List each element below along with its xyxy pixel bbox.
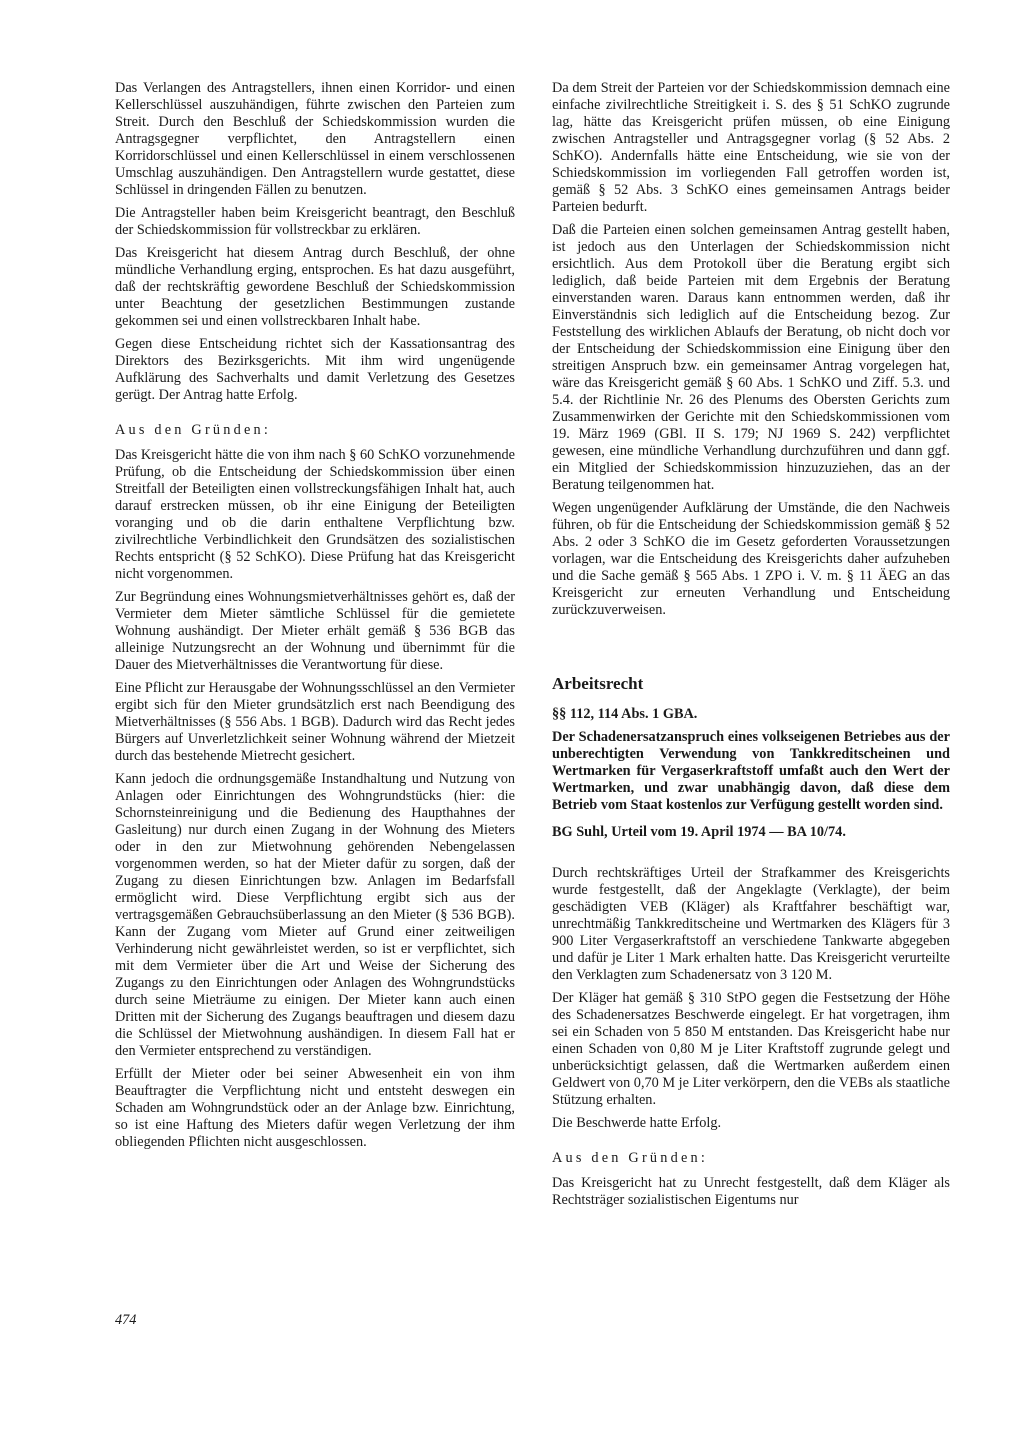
reasons-heading: Aus den Gründen: (552, 1150, 709, 1166)
paragraph: Zur Begründung eines Wohnungsmietverhältnisses gehört es, daß der Vermieter dem Mieter sämtliche Schlüssel für die gemietete Wohnung aushändigt. Der Mieter erhält gemäß § 536 BGB das alleinige Nutzungsrecht an der Wohnung und übernimmt für die Dauer des Mietverhältnisses die Verantwortung für diese. (115, 589, 515, 673)
paragraph: Durch rechtskräftiges Urteil der Strafkammer des Kreisgerichts wurde festgestellt, daß der Angeklagte (Verklagte), der beim geschädigten VEB (Kläger) als Kraftfahrer beschäftigt war, unrechtmäßig Tankkreditscheine und Wertmarken des Klägers für 3 900 Liter Vergaserkraftstoff an verschiedene Tankwarte abgegeben und dafür je Liter 1 Mark erhalten hatte. Das Kreisgericht verurteilte den Verklagten zum Schadenersatz von 3 120 M. (552, 865, 950, 983)
paragraph: Das Kreisgericht hat diesem Antrag durch Beschluß, der ohne mündliche Verhandlung erging, entsprochen. Es hat dazu ausgeführt, daß der rechtskräftig gewordene Beschluß der Schiedskommission unter Beachtung der gesetzlichen Bestimmungen zustande gekommen sei und einen vollstreckbaren Inhalt habe. (115, 245, 515, 329)
case-citation: BG Suhl, Urteil vom 19. April 1974 — BA 10/74. (552, 824, 846, 840)
paragraph: Gegen diese Entscheidung richtet sich der Kassationsantrag des Direktors des Bezirksgerichts. Mit ihm wird ungenügende Aufklärung des Sachverhalts und damit Verletzung des Gesetzes gerügt. Der Antrag hatte Erfolg. (115, 336, 515, 403)
paragraph: Kann jedoch die ordnungsgemäße Instandhaltung und Nutzung von Anlagen oder Einrichtungen des Wohngrundstücks (hier: die Schornsteinreinigung und die Bedienung des Haupthahnes der Gasleitung) nur durch einen Zugang in der Wohnung des Mieters oder in den zur Mietwohnung gehörenden Nebengelassen vorgenommen werden, so hat der Mieter dafür zu sorgen, daß der Zugang zu diesen Einrichtungen bzw. Anlagen im Bedarfsfall ermöglicht wird. Diese Verpflichtung ergibt sich aus der vertragsgemäßen Gebrauchsüberlassung an den Mieter (§ 536 BGB). Kann der Zugang vom Mieter auf Grund einer zeitweiligen Verhinderung nicht gewährleistet werden, so ist er verpflichtet, sich mit dem Vermieter über die Art und Weise der Sicherung des Zugangs zu den Einrichtungen oder Anlagen des Wohngrundstücks durch seine Mieträume zu einigen. Der Mieter kann auch einen Dritten mit der Sicherung des Zugangs beauftragen und diesem dazu die Schlüssel der Mietwohnung aushändigen. In diesem Fall hat er den Vermieter entsprechend zu verständigen. (115, 771, 515, 1059)
statute-reference: §§ 112, 114 Abs. 1 GBA. (552, 706, 698, 722)
reasons-heading: Aus den Gründen: (115, 422, 272, 438)
section-title: Arbeitsrecht (552, 674, 644, 693)
paragraph: Da dem Streit der Parteien vor der Schiedskommission demnach eine einfache zivilrechtliche Streitigkeit i. S. des § 51 SchKO zugrunde lag, hätte das Kreisgericht prüfen müssen, ob eine Einigung zwischen Antragsteller und Antragsgegner vorlag (§ 52 Abs. 2 SchKO). Andernfalls hätte eine Entscheidung, wie sie von der Schiedskommission im vorliegenden Fall getroffen worden ist, gemäß § 52 Abs. 3 SchKO eines gemeinsamen Antrags beider Parteien bedurft. (552, 80, 950, 215)
paragraph: Der Kläger hat gemäß § 310 StPO gegen die Festsetzung der Höhe des Schadenersatzes Beschwerde eingelegt. Er hat vorgetragen, ihm sei ein Schaden von 5 850 M entstanden. Das Kreisgericht habe nur einen Schaden von 0,80 M je Liter Kraftstoff zugrunde gelegt und unberücksichtigt gelassen, daß die Wertmarken außerdem einen Geldwert von 0,70 M je Liter verkörpern, den die VEBs als staatliche Stützung erhalten. (552, 990, 950, 1108)
headnote: Der Schadenersatzanspruch eines volkseigenen Betriebes aus der unberechtigten Verwendung von Tankkreditscheinen und Wertmarken für Vergaserkraftstoff umfaßt auch den Wert der Wertmarken, und zwar unabhängig davon, daß diese dem Betrieb vom Staat kostenlos zur Verfügung gestellt worden sind. (552, 729, 950, 813)
left-column (115, 80, 515, 1157)
paragraph: Die Antragsteller haben beim Kreisgericht beantragt, den Beschluß der Schiedskommission für vollstreckbar zu erklären. (115, 205, 515, 238)
paragraph: Eine Pflicht zur Herausgabe der Wohnungsschlüssel an den Vermieter ergibt sich für den Mieter grundsätzlich erst nach Beendigung des Mietverhältnisses (§ 556 Abs. 1 BGB). Dadurch wird das Recht jedes Bürgers auf Unverletzlichkeit seiner Wohnung während der Mietzeit durch das bestehende Mietrecht gesichert. (115, 680, 515, 764)
paragraph: Das Verlangen des Antragstellers, ihnen einen Korridor- und einen Kellerschlüssel auszuhändigen, führte zwischen den Parteien zum Streit. Durch den Beschluß der Schiedskommission wurden die Antragsgegner verpflichtet, den Antragstellern einen Korridorschlüssel und einen Kellerschlüssel in einem verschlossenen Umschlag auszuhändigen. Den Antragstellern wurde gestattet, diese Schlüssel in dringenden Fällen zu benutzen. (115, 80, 515, 198)
paragraph: Erfüllt der Mieter oder bei seiner Abwesenheit ein von ihm Beauftragter die Verpflichtung nicht und entsteht deswegen ein Schaden am Wohngrundstück oder an der Anlage bzw. Einrichtung, so ist eine Haftung des Mieters dafür wegen Verletzung der ihm obliegenden Pflichten nicht ausgeschlossen. (115, 1066, 515, 1150)
paragraph: Das Kreisgericht hat zu Unrecht festgestellt, daß dem Kläger als Rechtsträger sozialistischen Eigentums nur (552, 1175, 950, 1208)
paragraph: Wegen ungenügender Aufklärung der Umstände, die den Nachweis führen, ob für die Entscheidung der Schiedskommission gemäß § 52 Abs. 2 oder 3 SchKO die im Gesetz geforderten Voraussetzungen vorlagen, war die Entscheidung des Kreisgerichts daher aufzuheben und die Sache gemäß § 565 Abs. 1 ZPO i. V. m. § 11 ÄEG an das Kreisgericht zur erneuten Verhandlung und Entscheidung zurückzuverweisen. (552, 500, 950, 618)
paragraph: Die Beschwerde hatte Erfolg. (552, 1115, 722, 1131)
right-column (552, 80, 950, 1215)
paragraph: Daß die Parteien einen solchen gemeinsamen Antrag gestellt haben, ist jedoch aus den Unterlagen der Schiedskommission nicht ersichtlich. Aus dem Protokoll über die Beratung ergibt sich lediglich, daß beide Parteien mit dem Ergebnis der Beratung einverstanden waren. Daraus kann entnommen werden, daß ihr Einverständnis sich lediglich auf die Entscheidung bezog. Zur Feststellung des wirklichen Ablaufs der Beratung, ob nicht doch vor der Entscheidung der Schiedskommission eine Einigung über den streitigen Anspruch bzw. ein gemeinsamer Antrag vorgelegen hat, wäre das Kreisgericht gemäß § 60 Abs. 1 SchKO und Ziff. 5.3. und 5.4. der Richtlinie Nr. 26 des Plenums des Obersten Gerichts zum Zusammenwirken der Gerichte mit den Schiedskommissionen vom 19. März 1969 (GBl. II S. 179; NJ 1969 S. 242) verpflichtet gewesen, eine mündliche Verhandlung durchzuführen und dann ggf. ein Mitglied der Schiedskommission hinzuzuziehen, das an der Beratung teilgenommen hat. (552, 222, 950, 493)
paragraph: Das Kreisgericht hätte die von ihm nach § 60 SchKO vorzunehmende Prüfung, ob die Entscheidung der Schiedskommission über einen Streitfall der Beteiligten einen vollstreckungsfähigen Inhalt hat, auch darauf erstrecken müssen, ob ihr eine Einigung der Beteiligten voranging und ob die darin enthaltene Verpflichtung bzw. zivilrechtliche Verbindlichkeit den Grundsätzen des sozialistischen Rechts entspricht (§ 52 SchKO). Diese Prüfung hat das Kreisgericht nicht vorgenommen. (115, 447, 515, 582)
page-number: 474 (115, 1312, 137, 1328)
